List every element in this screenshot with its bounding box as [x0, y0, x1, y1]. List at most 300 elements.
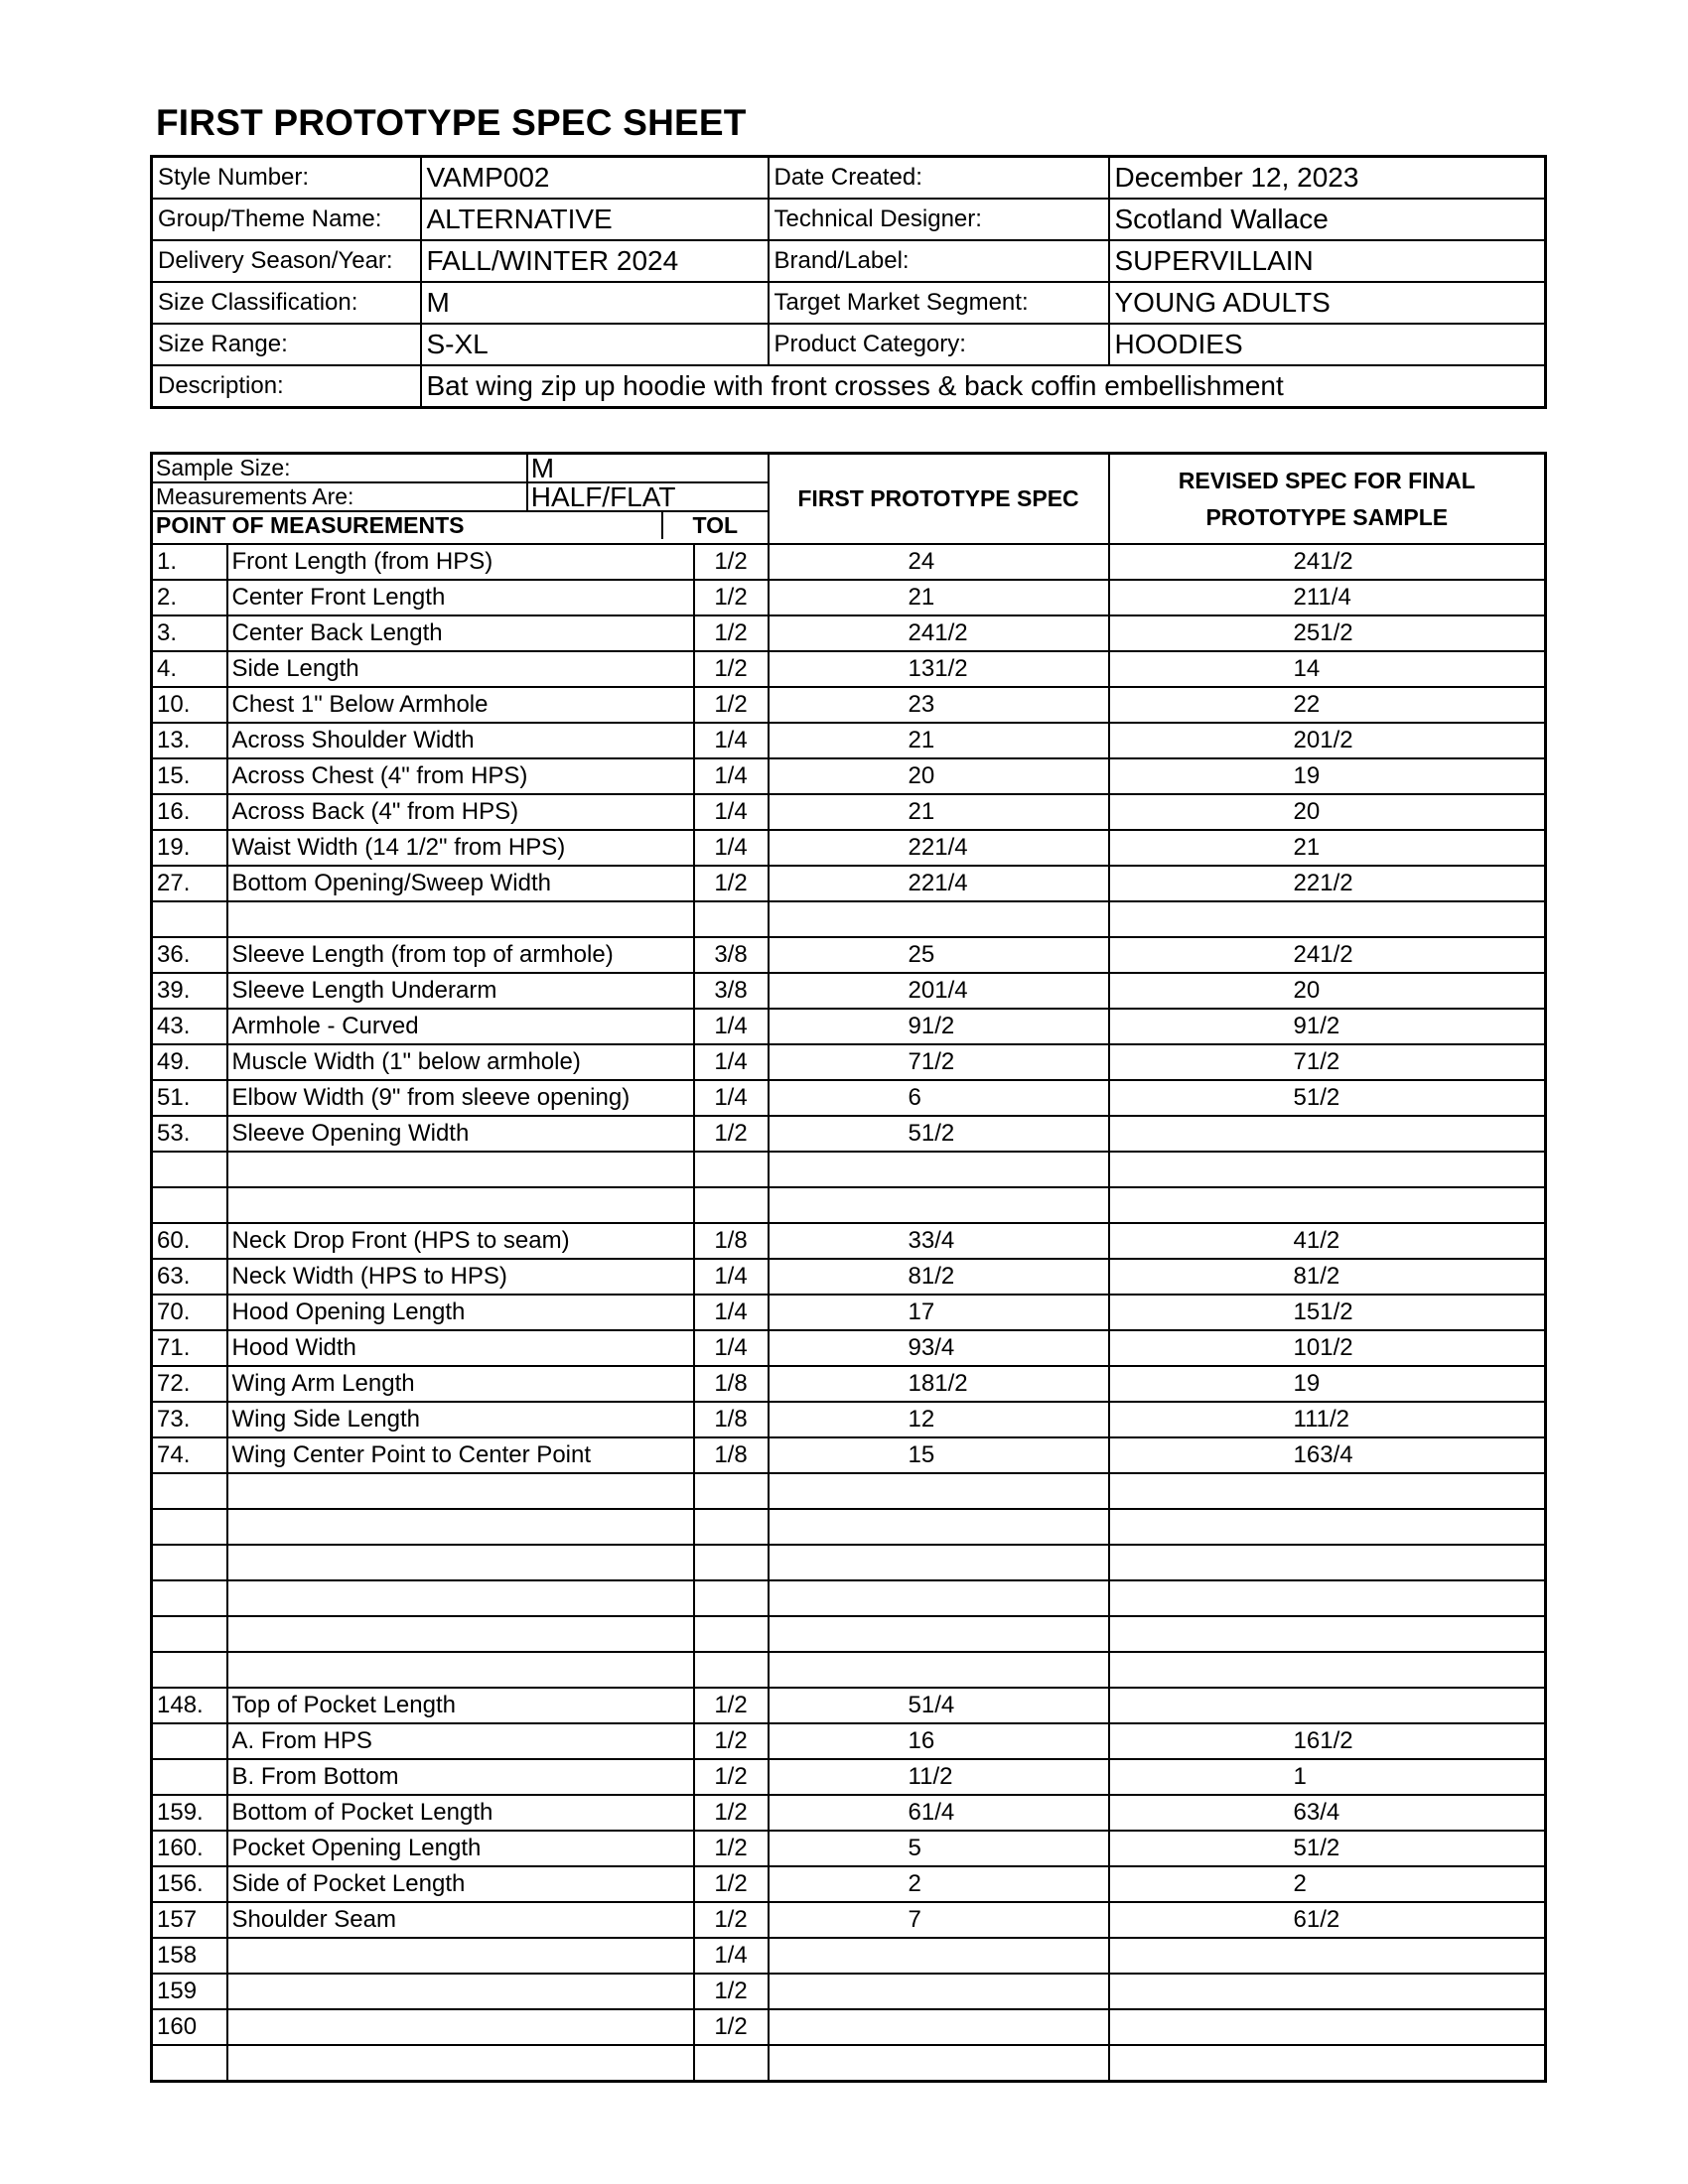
first-spec-value: 91/2	[769, 1009, 1109, 1044]
measurement-row	[152, 1580, 1546, 1616]
pom-description: Neck Drop Front (HPS to seam)	[227, 1223, 694, 1259]
first-spec-value	[769, 1545, 1109, 1580]
measurement-row	[152, 1330, 1546, 1366]
first-spec-value	[769, 1616, 1109, 1652]
measurement-row	[152, 937, 1546, 973]
pom-description	[227, 1580, 694, 1616]
tolerance-value: 1/2	[694, 544, 769, 580]
info-label: Target Market Segment:	[769, 282, 1109, 324]
tolerance-value: 1/2	[694, 1116, 769, 1152]
info-value: Scotland Wallace	[1109, 199, 1546, 240]
info-value: HOODIES	[1109, 324, 1546, 365]
revised-spec-value: 71/2	[1109, 1044, 1546, 1080]
revised-spec-value: 251/2	[1109, 615, 1546, 651]
tolerance-value: 3/8	[694, 973, 769, 1009]
measurement-row	[152, 1187, 1546, 1223]
tolerance-value: 1/4	[694, 1009, 769, 1044]
revised-spec-value: 19	[1109, 758, 1546, 794]
revised-spec-value	[1109, 1116, 1546, 1152]
info-value: ALTERNATIVE	[421, 199, 769, 240]
pom-description: Armhole - Curved	[227, 1009, 694, 1044]
pom-description	[227, 1187, 694, 1223]
revised-spec-value: 20	[1109, 794, 1546, 830]
tolerance-value: 1/2	[694, 1688, 769, 1723]
revised-spec-value: 161/2	[1109, 1723, 1546, 1759]
pom-description	[227, 1974, 694, 2009]
pom-header: POINT OF MEASUREMENTS	[153, 511, 662, 539]
revised-spec-value: 51/2	[1109, 1831, 1546, 1866]
measurement-row	[152, 2045, 1546, 2082]
pom-number: 1.	[152, 544, 227, 580]
tolerance-value: 1/2	[694, 1831, 769, 1866]
pom-number: 51.	[152, 1080, 227, 1116]
measurement-row	[152, 1402, 1546, 1437]
pom-description: Center Back Length	[227, 615, 694, 651]
revised-spec-value: 20	[1109, 973, 1546, 1009]
pom-description: Side Length	[227, 651, 694, 687]
first-spec-value: 11/2	[769, 1759, 1109, 1795]
info-value: December 12, 2023	[1109, 157, 1546, 200]
pom-number: 160.	[152, 1831, 227, 1866]
measurement-row	[152, 580, 1546, 615]
measurement-row	[152, 2009, 1546, 2045]
measurement-row	[152, 544, 1546, 580]
measurement-row	[152, 866, 1546, 901]
pom-description: Side of Pocket Length	[227, 1866, 694, 1902]
tolerance-value: 1/8	[694, 1366, 769, 1402]
tolerance-value	[694, 1580, 769, 1616]
revised-spec-value	[1109, 1187, 1546, 1223]
pom-description: Muscle Width (1" below armhole)	[227, 1044, 694, 1080]
first-spec-header: FIRST PROTOTYPE SPEC	[769, 454, 1109, 545]
measurement-row	[152, 1759, 1546, 1795]
tolerance-value: 1/2	[694, 2009, 769, 2045]
pom-description	[227, 1938, 694, 1974]
first-spec-value	[769, 1652, 1109, 1688]
tolerance-value: 1/4	[694, 1080, 769, 1116]
revised-spec-value: 14	[1109, 651, 1546, 687]
info-label: Size Classification:	[152, 282, 421, 324]
tolerance-value	[694, 1545, 769, 1580]
tolerance-value: 1/4	[694, 1295, 769, 1330]
description-row	[152, 365, 1546, 408]
revised-spec-value	[1109, 1938, 1546, 1974]
first-spec-value: 25	[769, 937, 1109, 973]
tolerance-value: 1/4	[694, 830, 769, 866]
revised-spec-value: 101/2	[1109, 1330, 1546, 1366]
first-spec-value	[769, 901, 1109, 937]
measurement-row	[152, 1259, 1546, 1295]
measurement-row	[152, 1652, 1546, 1688]
tolerance-value	[694, 2045, 769, 2082]
measurements-are-value: HALF/FLAT	[527, 482, 768, 511]
pom-number: 36.	[152, 937, 227, 973]
pom-number: 3.	[152, 615, 227, 651]
pom-number: 156.	[152, 1866, 227, 1902]
info-label: Size Range:	[152, 324, 421, 365]
pom-number: 60.	[152, 1223, 227, 1259]
pom-description: Hood Width	[227, 1330, 694, 1366]
revised-spec-value: 19	[1109, 1366, 1546, 1402]
pom-number: 49.	[152, 1044, 227, 1080]
pom-description: Across Back (4" from HPS)	[227, 794, 694, 830]
pom-number: 19.	[152, 830, 227, 866]
pom-number	[152, 1580, 227, 1616]
style-info-table	[150, 155, 1547, 409]
first-spec-value	[769, 1152, 1109, 1187]
info-value: M	[421, 282, 769, 324]
revised-spec-value: 241/2	[1109, 544, 1546, 580]
measurements-are-label: Measurements Are:	[153, 482, 527, 511]
pom-description: Sleeve Length Underarm	[227, 973, 694, 1009]
pom-description	[227, 1509, 694, 1545]
info-label: Date Created:	[769, 157, 1109, 200]
pom-number: 13.	[152, 723, 227, 758]
pom-description: Wing Center Point to Center Point	[227, 1437, 694, 1473]
measurement-row	[152, 830, 1546, 866]
pom-description: Bottom Opening/Sweep Width	[227, 866, 694, 901]
pom-description: Wing Arm Length	[227, 1366, 694, 1402]
pom-number: 158	[152, 1938, 227, 1974]
pom-description	[227, 1473, 694, 1509]
first-spec-value	[769, 2009, 1109, 2045]
pom-number	[152, 1152, 227, 1187]
revised-spec-value: 1	[1109, 1759, 1546, 1795]
first-spec-value: 20	[769, 758, 1109, 794]
pom-number	[152, 2045, 227, 2082]
revised-spec-value	[1109, 2009, 1546, 2045]
pom-number: 148.	[152, 1688, 227, 1723]
measurement-row	[152, 1938, 1546, 1974]
first-spec-value: 81/2	[769, 1259, 1109, 1295]
first-spec-value	[769, 2045, 1109, 2082]
pom-number	[152, 1723, 227, 1759]
pom-description: Wing Side Length	[227, 1402, 694, 1437]
pom-description	[227, 901, 694, 937]
revised-spec-value: 91/2	[1109, 1009, 1546, 1044]
first-spec-value: 93/4	[769, 1330, 1109, 1366]
tolerance-value: 1/8	[694, 1223, 769, 1259]
measurement-row	[152, 1688, 1546, 1723]
revised-spec-value: 22	[1109, 687, 1546, 723]
first-spec-value	[769, 1187, 1109, 1223]
tolerance-value	[694, 901, 769, 937]
pom-number: 159.	[152, 1795, 227, 1831]
measurement-table	[150, 452, 1547, 2083]
revised-spec-value: 241/2	[1109, 937, 1546, 973]
pom-number	[152, 1187, 227, 1223]
pom-number	[152, 1509, 227, 1545]
info-value: VAMP002	[421, 157, 769, 200]
pom-description: Top of Pocket Length	[227, 1688, 694, 1723]
revised-spec-value: 63/4	[1109, 1795, 1546, 1831]
first-spec-value: 23	[769, 687, 1109, 723]
measurement-row	[152, 1295, 1546, 1330]
pom-number: 10.	[152, 687, 227, 723]
first-spec-value: 181/2	[769, 1366, 1109, 1402]
tolerance-value	[694, 1187, 769, 1223]
first-spec-value: 17	[769, 1295, 1109, 1330]
revised-spec-value	[1109, 1652, 1546, 1688]
first-spec-value	[769, 1509, 1109, 1545]
measurement-row	[152, 1080, 1546, 1116]
pom-description: Across Chest (4" from HPS)	[227, 758, 694, 794]
pom-description	[227, 1616, 694, 1652]
pom-description: B. From Bottom	[227, 1759, 694, 1795]
measurement-row	[152, 1509, 1546, 1545]
revised-spec-value	[1109, 1688, 1546, 1723]
measurement-row	[152, 1473, 1546, 1509]
first-spec-value	[769, 1974, 1109, 2009]
tolerance-value	[694, 1616, 769, 1652]
measurement-row	[152, 651, 1546, 687]
first-spec-value: 21	[769, 794, 1109, 830]
first-spec-value: 15	[769, 1437, 1109, 1473]
tolerance-value: 1/8	[694, 1437, 769, 1473]
pom-description: Center Front Length	[227, 580, 694, 615]
tolerance-value: 1/2	[694, 651, 769, 687]
revised-spec-value: 201/2	[1109, 723, 1546, 758]
pom-number	[152, 1473, 227, 1509]
measurement-row	[152, 1831, 1546, 1866]
first-spec-value: 21	[769, 580, 1109, 615]
revised-spec-value: 81/2	[1109, 1259, 1546, 1295]
pom-number	[152, 1652, 227, 1688]
pom-description: Sleeve Length (from top of armhole)	[227, 937, 694, 973]
sample-size-value: M	[527, 455, 768, 482]
pom-number	[152, 1545, 227, 1580]
info-label: Product Category:	[769, 324, 1109, 365]
tolerance-value: 1/4	[694, 723, 769, 758]
info-value: S-XL	[421, 324, 769, 365]
measurement-row	[152, 1795, 1546, 1831]
tolerance-value: 1/2	[694, 866, 769, 901]
first-spec-value: 71/2	[769, 1044, 1109, 1080]
measurement-body	[152, 454, 1546, 2082]
pom-description: Shoulder Seam	[227, 1902, 694, 1938]
pom-number: 63.	[152, 1259, 227, 1295]
tolerance-value: 1/2	[694, 580, 769, 615]
description-label: Description:	[152, 365, 421, 408]
first-spec-value: 7	[769, 1902, 1109, 1938]
tolerance-value: 1/4	[694, 794, 769, 830]
tolerance-value: 1/8	[694, 1402, 769, 1437]
info-row	[152, 199, 1546, 240]
tolerance-value: 1/4	[694, 1330, 769, 1366]
revised-spec-value	[1109, 1580, 1546, 1616]
pom-description: Pocket Opening Length	[227, 1831, 694, 1866]
measurement-row	[152, 1866, 1546, 1902]
pom-header-row	[153, 511, 768, 539]
revised-spec-value: 21	[1109, 830, 1546, 866]
revised-spec-value	[1109, 1974, 1546, 2009]
pom-number: 72.	[152, 1366, 227, 1402]
tolerance-value: 1/2	[694, 1723, 769, 1759]
style-info-body	[152, 157, 1546, 408]
pom-number: 27.	[152, 866, 227, 901]
tolerance-value: 3/8	[694, 937, 769, 973]
sample-size-label: Sample Size:	[153, 455, 527, 482]
pom-number: 39.	[152, 973, 227, 1009]
measurement-row	[152, 1152, 1546, 1187]
tolerance-value: 1/2	[694, 615, 769, 651]
revised-spec-value	[1109, 1473, 1546, 1509]
info-label: Technical Designer:	[769, 199, 1109, 240]
revised-spec-value	[1109, 1545, 1546, 1580]
measurement-row	[152, 1044, 1546, 1080]
pom-number: 4.	[152, 651, 227, 687]
description-value: Bat wing zip up hoodie with front crosses & back coffin embellishment	[421, 365, 1546, 408]
tolerance-value: 1/2	[694, 1974, 769, 2009]
pom-description	[227, 1652, 694, 1688]
sample-info-cell	[152, 454, 769, 545]
info-label: Group/Theme Name:	[152, 199, 421, 240]
first-spec-value	[769, 1580, 1109, 1616]
revised-spec-value	[1109, 1509, 1546, 1545]
measurement-header-row	[152, 454, 1546, 545]
tolerance-value	[694, 1652, 769, 1688]
measurements-are-row	[153, 482, 768, 511]
tolerance-value	[694, 1473, 769, 1509]
revised-spec-value: 2	[1109, 1866, 1546, 1902]
pom-description: Hood Opening Length	[227, 1295, 694, 1330]
info-value: FALL/WINTER 2024	[421, 240, 769, 282]
pom-description: Across Shoulder Width	[227, 723, 694, 758]
revised-spec-value: 111/2	[1109, 1402, 1546, 1437]
sample-info-grid	[153, 455, 768, 539]
first-spec-value	[769, 1473, 1109, 1509]
revised-spec-header: REVISED SPEC FOR FINAL PROTOTYPE SAMPLE	[1109, 454, 1546, 545]
measurement-row	[152, 1902, 1546, 1938]
revised-spec-value: 151/2	[1109, 1295, 1546, 1330]
first-spec-value: 51/4	[769, 1688, 1109, 1723]
measurement-row	[152, 615, 1546, 651]
measurement-row	[152, 758, 1546, 794]
pom-number: 74.	[152, 1437, 227, 1473]
measurement-row	[152, 1437, 1546, 1473]
info-row	[152, 157, 1546, 200]
pom-description: Front Length (from HPS)	[227, 544, 694, 580]
revised-spec-value: 51/2	[1109, 1080, 1546, 1116]
tolerance-value: 1/2	[694, 1795, 769, 1831]
tolerance-value: 1/2	[694, 687, 769, 723]
tol-header: TOL	[692, 512, 739, 538]
pom-description	[227, 2045, 694, 2082]
measurement-row	[152, 1723, 1546, 1759]
tolerance-value	[694, 1152, 769, 1187]
tolerance-value	[694, 1509, 769, 1545]
measurement-row	[152, 687, 1546, 723]
first-spec-value	[769, 1938, 1109, 1974]
first-spec-value: 21	[769, 723, 1109, 758]
revised-spec-value	[1109, 1152, 1546, 1187]
first-spec-value: 33/4	[769, 1223, 1109, 1259]
first-spec-value: 6	[769, 1080, 1109, 1116]
first-spec-value: 131/2	[769, 651, 1109, 687]
first-spec-value: 241/2	[769, 615, 1109, 651]
first-spec-value: 61/4	[769, 1795, 1109, 1831]
pom-number: 15.	[152, 758, 227, 794]
first-spec-value: 5	[769, 1831, 1109, 1866]
pom-number: 43.	[152, 1009, 227, 1044]
tolerance-value: 1/4	[694, 758, 769, 794]
measurement-row	[152, 1974, 1546, 2009]
info-label: Brand/Label:	[769, 240, 1109, 282]
pom-number: 2.	[152, 580, 227, 615]
revised-spec-value: 41/2	[1109, 1223, 1546, 1259]
first-spec-value: 51/2	[769, 1116, 1109, 1152]
pom-number: 157	[152, 1902, 227, 1938]
first-spec-value: 201/4	[769, 973, 1109, 1009]
pom-description	[227, 1152, 694, 1187]
info-value: SUPERVILLAIN	[1109, 240, 1546, 282]
revised-spec-value	[1109, 901, 1546, 937]
tolerance-value: 1/2	[694, 1866, 769, 1902]
revised-spec-value: 163/4	[1109, 1437, 1546, 1473]
sample-size-row	[153, 455, 768, 482]
revised-spec-value: 61/2	[1109, 1902, 1546, 1938]
info-label: Delivery Season/Year:	[152, 240, 421, 282]
first-spec-value: 221/4	[769, 830, 1109, 866]
first-spec-value: 16	[769, 1723, 1109, 1759]
measurement-row	[152, 723, 1546, 758]
info-row	[152, 282, 1546, 324]
pom-description: Chest 1" Below Armhole	[227, 687, 694, 723]
pom-description	[227, 1545, 694, 1580]
revised-spec-value	[1109, 1616, 1546, 1652]
pom-description: A. From HPS	[227, 1723, 694, 1759]
measurement-row	[152, 1545, 1546, 1580]
pom-description: Elbow Width (9" from sleeve opening)	[227, 1080, 694, 1116]
revised-spec-value: 221/2	[1109, 866, 1546, 901]
pom-number: 71.	[152, 1330, 227, 1366]
measurement-row	[152, 1366, 1546, 1402]
pom-number: 16.	[152, 794, 227, 830]
pom-description: Sleeve Opening Width	[227, 1116, 694, 1152]
page-title: FIRST PROTOTYPE SPEC SHEET	[156, 102, 747, 143]
pom-number: 160	[152, 2009, 227, 2045]
tolerance-value: 1/2	[694, 1759, 769, 1795]
tolerance-value: 1/2	[694, 1902, 769, 1938]
pom-number: 53.	[152, 1116, 227, 1152]
pom-number: 70.	[152, 1295, 227, 1330]
pom-description: Bottom of Pocket Length	[227, 1795, 694, 1831]
info-row	[152, 240, 1546, 282]
revised-spec-value	[1109, 2045, 1546, 2082]
first-spec-value: 12	[769, 1402, 1109, 1437]
info-row	[152, 324, 1546, 365]
measurement-row	[152, 901, 1546, 937]
measurement-row	[152, 973, 1546, 1009]
pom-number	[152, 1616, 227, 1652]
tolerance-value: 1/4	[694, 1044, 769, 1080]
pom-number	[152, 901, 227, 937]
measurement-row	[152, 794, 1546, 830]
measurement-row	[152, 1616, 1546, 1652]
measurement-row	[152, 1223, 1546, 1259]
info-value: YOUNG ADULTS	[1109, 282, 1546, 324]
pom-number: 73.	[152, 1402, 227, 1437]
pom-description: Neck Width (HPS to HPS)	[227, 1259, 694, 1295]
pom-description: Waist Width (14 1/2" from HPS)	[227, 830, 694, 866]
tolerance-value: 1/4	[694, 1938, 769, 1974]
measurement-row	[152, 1116, 1546, 1152]
first-spec-value: 221/4	[769, 866, 1109, 901]
measurement-row	[152, 1009, 1546, 1044]
pom-number	[152, 1759, 227, 1795]
first-spec-value: 2	[769, 1866, 1109, 1902]
pom-number: 159	[152, 1974, 227, 2009]
